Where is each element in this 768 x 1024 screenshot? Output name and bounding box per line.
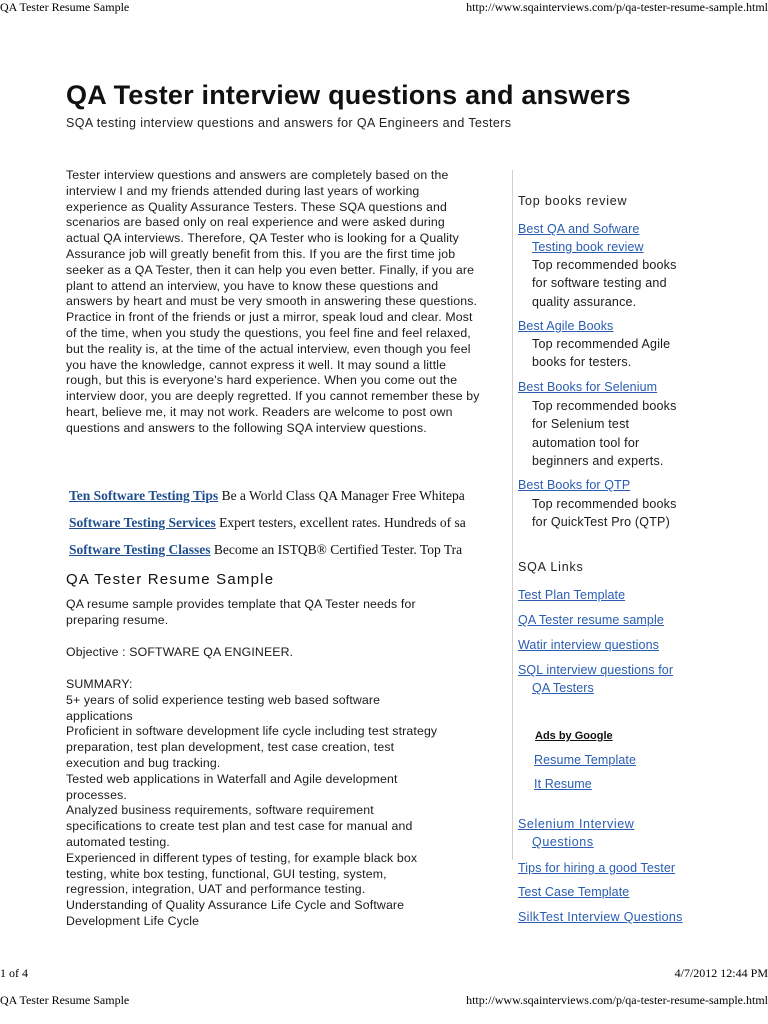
main-column (66, 168, 484, 938)
ad-link[interactable]: Ten Software Testing Tips (69, 488, 219, 503)
books-heading: Top books review (518, 194, 628, 208)
footer-url: http://www.sqainterviews.com/p/qa-tester-resume-sample.html (466, 993, 768, 1007)
ad-link[interactable]: Software Testing Classes (69, 542, 211, 557)
resume-heading: QA Tester Resume Sample (66, 571, 275, 588)
column-divider (512, 170, 513, 860)
link-qa-tester-resume-sample[interactable]: QA Tester resume sample (518, 613, 664, 627)
book-desc: Top recommended books for QuickTest Pro (QTP) (532, 497, 677, 530)
link-test-case-template[interactable]: Test Case Template (518, 885, 630, 899)
print-footer (0, 966, 768, 1024)
ad-text: Become an ISTQB® Certified Tester. Top Tra (210, 542, 463, 557)
book-desc: Top recommended books for Selenium test automation tool for beginners and experts. (532, 399, 677, 468)
book-link-qtp[interactable]: Best Books for QTP (518, 478, 631, 492)
ad-text: Be a World Class QA Manager Free Whitepa (218, 488, 465, 503)
ad-row (69, 515, 466, 531)
book-link-selenium[interactable]: Best Books for Selenium (518, 380, 658, 394)
ad-link[interactable]: Software Testing Services (69, 515, 216, 530)
ad-row (69, 488, 465, 504)
link-watir-interview-questions[interactable]: Watir interview questions (518, 638, 659, 652)
book-link-agile[interactable]: Best Agile Books (518, 319, 614, 333)
link-tips-hiring-tester[interactable]: Tips for hiring a good Tester (518, 861, 676, 875)
link-selenium-interview-questions[interactable]: Selenium Interview Questions (518, 817, 635, 849)
ad-link-it-resume[interactable]: It Resume (534, 777, 592, 791)
footer-page-count: 1 of 4 (0, 966, 28, 980)
resume-intro: QA resume sample provides template that QA Tester needs for preparing resume. (66, 597, 416, 627)
page-subtitle: SQA testing interview questions and answers for QA Engineers and Testers (66, 116, 512, 130)
book-desc: Top recommended books for software testing and quality assurance. (532, 258, 677, 309)
link-silktest-interview-questions[interactable]: SilkTest Interview Questions (518, 910, 683, 924)
link-test-plan-template[interactable]: Test Plan Template (518, 588, 626, 602)
book-desc: Top recommended Agile books for testers. (532, 337, 671, 370)
resume-objective: Objective : SOFTWARE QA ENGINEER. (66, 645, 294, 659)
ad-text: Expert testers, excellent rates. Hundreds of sa (215, 515, 466, 530)
print-header (0, 0, 768, 16)
intro-paragraph: Tester interview questions and answers are completely based on the interview I and my friends attended during last years of working experience as Quality Assurance Testers. These SQA questions and scenarios are based only on real experience and were asked during actual QA interviews. Therefore, QA Tester who is looking for a Quality Assurance job will greatly benefit from this. If you are the first time job seeker as a QA Tester, then it can help you even better. Finally, if you are plant to attend an interview, you have to know these questions and answers by heart and must be very smooth in answering these questions. Practice in front of the friends or just a mirror, speak loud and clear. Most of the time, when you study the questions, you feel fine and feel relaxed, but the reality is, at the time of the actual interview, even though you feel you have the knowledge, cannot express it well. It may sound a little rough, but this is everyone's hard experience. When you come out the interview door, you are deeply regretted. If you cannot remember these by heart, believe me, it may not work. Readers are welcome to post own questions and answers to the following SQA interview questions. (66, 168, 480, 435)
header-url: http://www.sqainterviews.com/p/qa-tester-resume-sample.html (466, 0, 768, 14)
header-doc-title: QA Tester Resume Sample (0, 0, 130, 14)
sqa-links-heading: SQA Links (518, 560, 584, 574)
link-sql-interview-questions[interactable]: SQL interview questions for QA Testers (518, 663, 674, 695)
ad-row (69, 542, 462, 558)
resume-summary: SUMMARY: 5+ years of solid experience testing web based software applications Proficient in software development life cycle including test strategy preparation, test plan development, test case creation, test execution and bug tracking. Tested web applications in Waterfall and Agile development processes. Analyzed business requirements, software requirement specifications to create test plan and test case for manual and automated testing. Experienced in different types of testing, for example black box testing, white box testing, functional, GUI testing, system, regression, integration, UAT and performance testing. Understanding of Quality Assurance Life Cycle and Software Development Life Cycle (66, 677, 438, 928)
ad-link-resume-template[interactable]: Resume Template (534, 753, 637, 767)
footer-doc-title: QA Tester Resume Sample (0, 993, 130, 1007)
footer-datetime: 4/7/2012 12:44 PM (674, 966, 768, 980)
ads-by-google-label[interactable]: Ads by Google (535, 730, 613, 742)
book-link-qa[interactable]: Best QA and Sofware Testing book review (518, 222, 644, 254)
page-title: QA Tester interview questions and answers (66, 80, 631, 110)
